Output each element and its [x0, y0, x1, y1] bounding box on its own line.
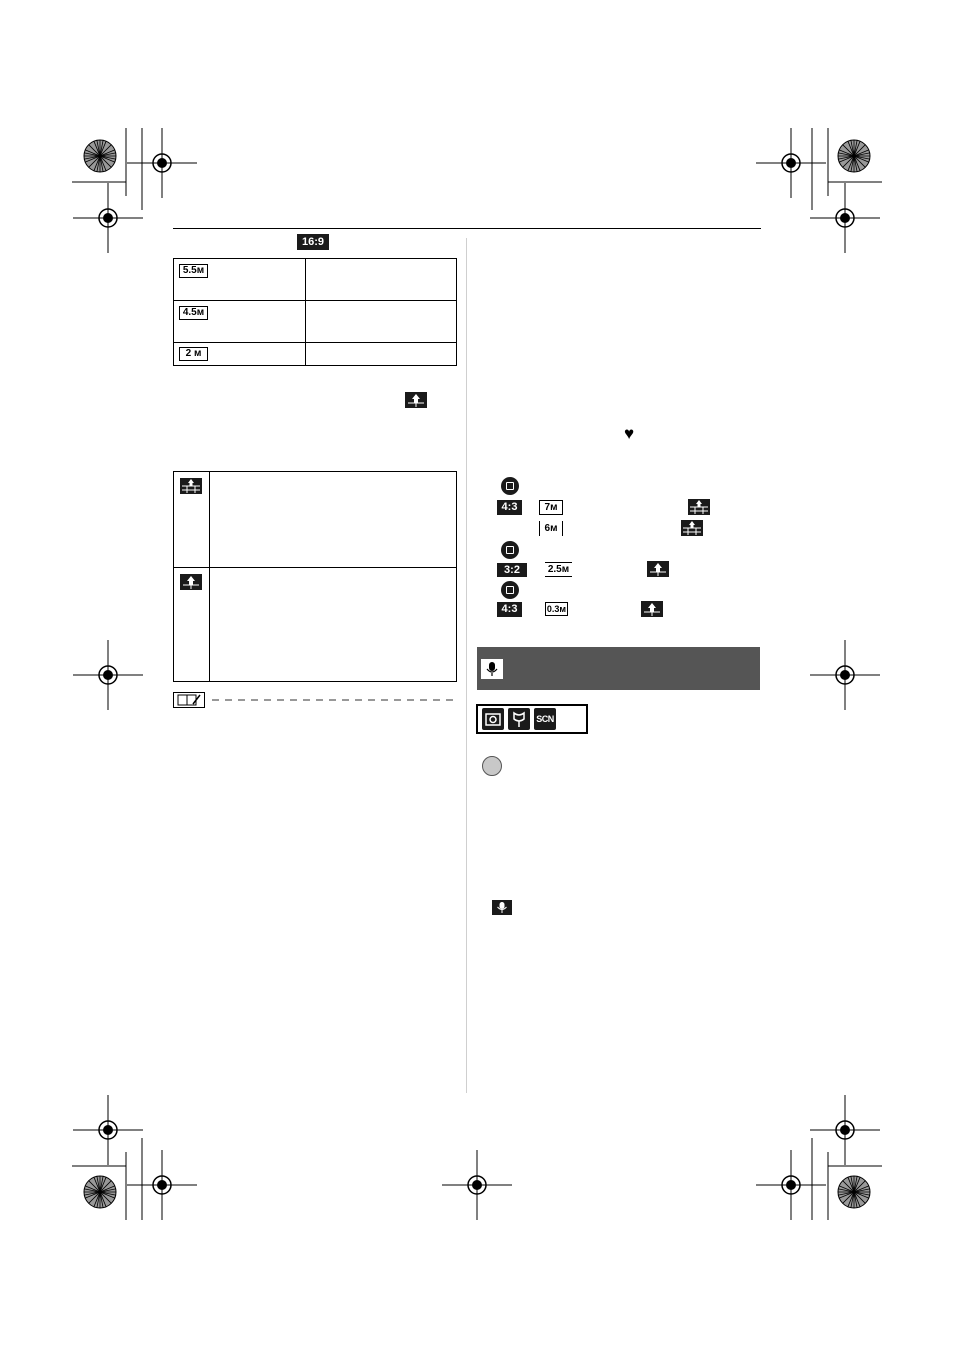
header-rule [173, 228, 761, 229]
size-4-5m-badge: 4.5м [179, 306, 208, 320]
camera-mode-icon [482, 708, 504, 730]
aspect-4-3-badge: 4:3 [497, 500, 522, 515]
scene-mode-icon: SCN [534, 708, 556, 730]
fine-quality-icon [180, 478, 202, 494]
quality-table [173, 471, 457, 682]
fine-quality-icon [681, 520, 703, 536]
standard-quality-icon [641, 601, 663, 617]
mode-icon [501, 581, 519, 599]
table-cell [210, 568, 457, 682]
table-cell [174, 259, 306, 301]
aspect-4-3-badge: 4:3 [497, 602, 522, 617]
size-6m-badge: 6м [539, 521, 563, 536]
size-7m-badge: 7м [539, 500, 563, 515]
standard-quality-icon [405, 392, 427, 408]
table-cell [306, 343, 457, 366]
standard-quality-icon [180, 574, 202, 590]
note-divider [212, 698, 457, 702]
column-divider [466, 238, 467, 1093]
table-cell [210, 472, 457, 568]
aspect-16-9-badge: 16:9 [297, 234, 329, 250]
table-cell [174, 301, 306, 343]
applicable-modes [476, 704, 588, 734]
standard-quality-icon [647, 561, 669, 577]
microphone-icon [481, 659, 503, 679]
size-5-5m-badge: 5.5м [179, 264, 208, 278]
size-0-3m-badge: 0.3м [545, 602, 568, 616]
table-cell [174, 568, 210, 682]
table-cell [306, 301, 457, 343]
heart-icon: ♥ [624, 424, 635, 443]
aspect-3-2-badge: 3:2 [497, 563, 527, 577]
microphone-icon [492, 900, 512, 915]
mode-icon [501, 541, 519, 559]
table-cell [174, 472, 210, 568]
size-2m-badge: 2 м [179, 347, 208, 361]
mode-icon [501, 477, 519, 495]
table-cell [306, 259, 457, 301]
table-cell [174, 343, 306, 366]
fine-quality-icon [688, 499, 710, 515]
picture-size-table [173, 258, 457, 366]
size-2-5m-badge: 2.5м [545, 562, 572, 577]
audio-recording-section-bar [477, 647, 760, 690]
macro-mode-icon [508, 708, 530, 730]
step-marker-icon [482, 756, 502, 776]
note-icon [173, 692, 205, 708]
